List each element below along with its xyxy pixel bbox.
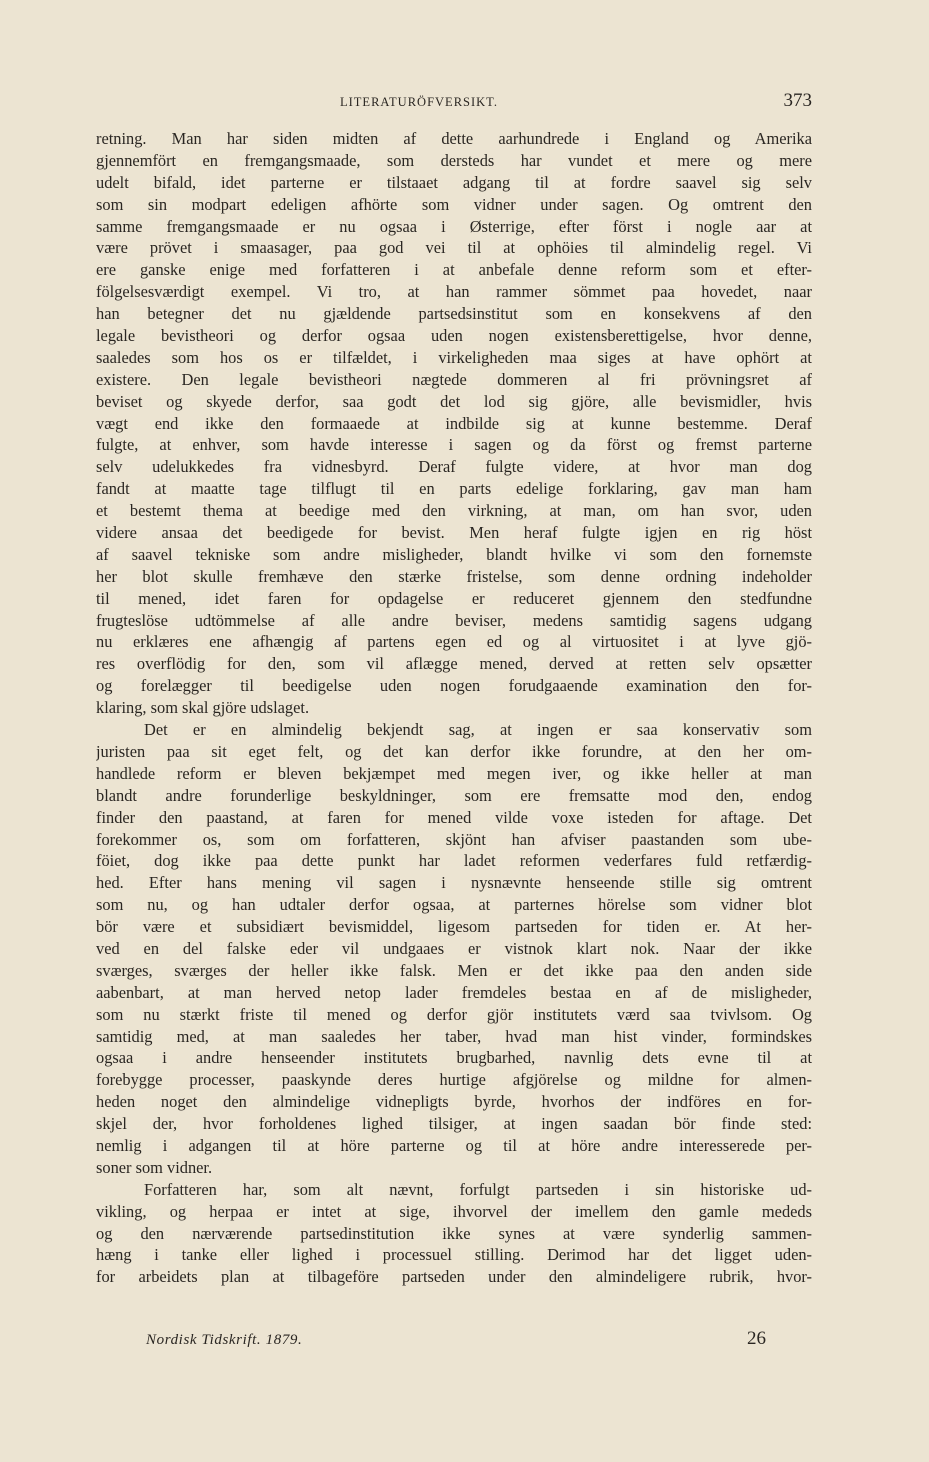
text-line: legale bevistheori og derfor ogsaa uden nogen existensberettigelse, hvor denne, xyxy=(96,326,812,346)
text-line: blandt andre forunderlige beskyldninger, som ere fremsatte mod den, endog xyxy=(96,785,812,805)
text-line: beviset og skyede derfor, saa godt det lod sig gjöre, alle bevismidler, hvis xyxy=(96,391,812,411)
text-line: hæng i tanke eller lighed i processuel stilling. Derimod har det ligget uden- xyxy=(96,1245,812,1265)
text-line: videre ansaa det beedigede for bevist. Men heraf fulgte igjen en rig höst xyxy=(96,523,812,543)
text-line: gjennemfört en fremgangsmaade, som dersteds har vundet et mere og mere xyxy=(96,150,812,170)
text-line: handlede reform er bleven bekjæmpet med megen iver, og ikke heller at man xyxy=(96,763,812,783)
text-line: klaring, som skal gjöre udslaget. xyxy=(96,698,310,718)
text-line: til mened, idet faren for opdagelse er reduceret gjennem den stedfundne xyxy=(96,588,812,608)
text-line: existere. Den legale bevistheori nægtede dommeren al fri prövningsret af xyxy=(96,369,812,389)
text-line: et bestemt thema at beedige med den virkning, at man, om han svor, uden xyxy=(96,501,812,521)
text-line: være prövet i smaasager, paa god vei til at ophöies til almindelig regel. Vi xyxy=(96,238,812,258)
text-line: af saavel tekniske som andre misligheder, blandt hvilke vi som den fornemste xyxy=(96,544,812,564)
text-line: heden noget den almindelige vidnepligts byrde, hvorhos der indföres en for- xyxy=(96,1092,812,1112)
text-line: han betegner det nu gjældende partsedsinstitut som en konsekvens af den xyxy=(96,304,812,324)
text-line: som sin modpart edeligen afhörte som vidner under sagen. Og omtrent den xyxy=(96,194,812,214)
text-line: udelt bifald, idet parterne er tilstaaet adgang til at fordre saavel sig selv xyxy=(96,172,812,192)
page-header xyxy=(96,92,812,116)
text-line: vikling, og herpaa er intet at sige, ihvorvel der imellem den gamle mededs xyxy=(96,1201,812,1221)
text-line: selv udelukkedes fra vidnesbyrd. Deraf fulgte videre, at hvor man dog xyxy=(96,457,812,477)
text-line: sværges, sværges der heller ikke falsk. Men er det ikke paa den anden side xyxy=(96,960,812,980)
text-line: nu erklæres ene afhængig af partens egen ed og al virtuositet i at lyve gjö- xyxy=(96,632,812,652)
text-line: for arbeidets plan at tilbageföre partseden under den almindeligere rubrik, hvor- xyxy=(96,1267,812,1287)
text-line: hed. Efter hans mening vil sagen i nysnævnte henseende stille sig omtrent xyxy=(96,873,812,893)
text-line: föiet, dog ikke paa dette punkt har ladet reformen vederfares fuld retfærdig- xyxy=(96,851,812,871)
text-line: ogsaa i andre henseender institutets brugbarhed, navnlig dets evne til at xyxy=(96,1048,812,1068)
text-line: samtidig med, at man saaledes her taber, hvad man hist vinder, formindskes xyxy=(96,1026,812,1046)
text-line: bör være et subsidiært bevismiddel, ligesom partseden for tiden er. At her- xyxy=(96,917,812,937)
text-line: soner som vidner. xyxy=(96,1157,213,1177)
text-line: res overflödig for den, som vil aflægge mened, derved at retten selv opsætter xyxy=(96,654,812,674)
text-line: og den nærværende partsedinstitution ikke synes at være synderlig sammen- xyxy=(96,1223,812,1243)
text-line: vægt end ikke den formaaede at indbilde sig at kunne bestemme. Deraf xyxy=(96,413,812,433)
text-line: ere ganske enige med forfatteren i at anbefale denne reform som et efter- xyxy=(96,260,812,280)
text-line: finder den paastand, at faren for mened vilde voxe isteden for aftage. Det xyxy=(96,807,812,827)
journal-title: Nordisk Tidskrift. 1879. xyxy=(146,1332,303,1348)
text-line: fölgelsesværdigt exempel. Vi tro, at han rammer sömmet paa hovedet, naar xyxy=(96,282,812,302)
text-line: fandt at maatte tage tilflugt til en parts edelige forklaring, gav man ham xyxy=(96,479,812,499)
signature-mark: 26 xyxy=(747,1328,766,1349)
page-footer xyxy=(146,1328,766,1354)
text-line: her blot skulle fremhæve den stærke fristelse, som denne ordning indeholder xyxy=(96,566,812,586)
page-number: 373 xyxy=(783,90,812,111)
text-line: forekommer os, som om forfatteren, skjönt han afviser paastanden som ube- xyxy=(96,829,812,849)
text-line: nemlig i adgangen til at höre parterne og til at höre andre interesserede per- xyxy=(96,1135,812,1155)
running-head: LITERATURÖFVERSIKT. xyxy=(340,95,499,109)
text-line: Det er en almindelig bekjendt sag, at ingen er saa konservativ som xyxy=(144,720,812,740)
text-line: som nu, og han udtaler derfor ogsaa, at parternes hörelse som vidner blot xyxy=(96,895,812,915)
text-line: aabenbart, at man herved netop lader fremdeles bestaa en af de misligheder, xyxy=(96,982,812,1002)
text-line: fulgte, at enhver, som havde interesse i sagen og da först og fremst parterne xyxy=(96,435,812,455)
text-line: forebygge processer, paaskynde deres hurtige afgjörelse og mildne for almen- xyxy=(96,1070,812,1090)
text-line: skjel der, hvor forholdenes lighed tilsiger, at ingen saadan bör finde sted: xyxy=(96,1114,812,1134)
text-line: retning. Man har siden midten af dette aarhundrede i England og Amerika xyxy=(96,129,812,148)
body-text xyxy=(96,128,812,1288)
text-line: Forfatteren har, som alt nævnt, forfulgt partseden i sin historiske ud- xyxy=(144,1179,812,1199)
text-line: frugteslöse udtömmelse af alle andre beviser, medens samtidig sagens udgang xyxy=(96,610,812,630)
text-line: saaledes som hos os er tilfældet, i virkeligheden maa siges at have ophört at xyxy=(96,347,812,367)
text-line: som nu stærkt friste til mened og derfor gjör institutets værd saa tvivlsom. Og xyxy=(96,1004,812,1024)
text-line: juristen paa sit eget felt, og det kan derfor ikke forundre, at den her om- xyxy=(96,741,812,761)
text-line: samme fremgangsmaade er nu ogsaa i Østerrige, efter först i nogle aar at xyxy=(96,216,812,236)
text-line: og forelægger til beedigelse uden nogen forudgaaende examination den for- xyxy=(96,676,812,696)
text-line: ved en del falske eder vil undgaaes er vistnok klart nok. Naar der ikke xyxy=(96,938,812,958)
